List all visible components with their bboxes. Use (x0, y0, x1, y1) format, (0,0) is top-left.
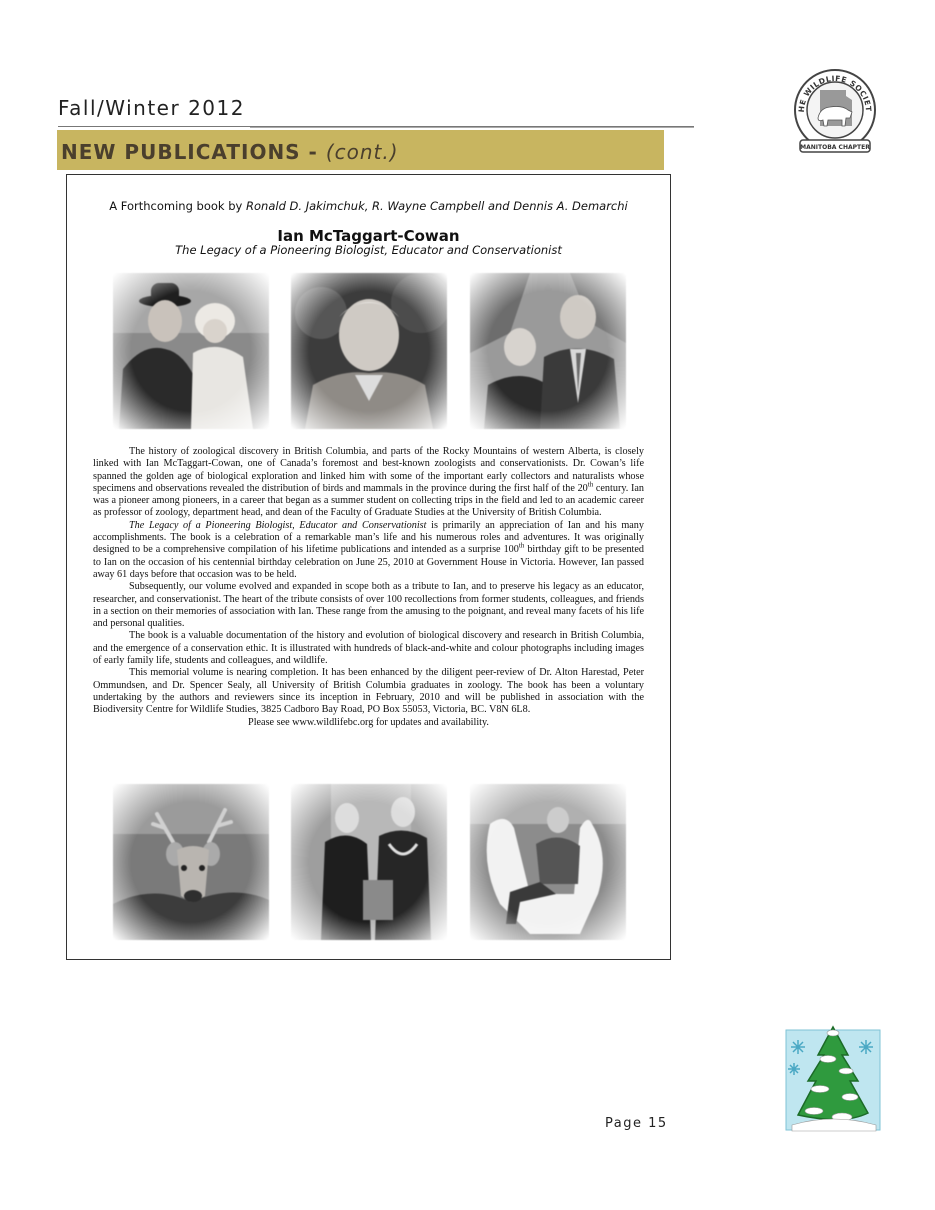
paragraph-availability: Please see www.wildlifebc.org for updates and availability. (248, 716, 489, 728)
wildlife-society-logo (790, 60, 880, 160)
paragraph-history: The history of zoological discovery in British Columbia, and parts of the Rocky Mountains of western Alberta, is closely linked with Ian McTaggart-Cowan, one of Canada’s foremost and best-known zoologists and conservationists. Dr. Cowan’s life spanned the golden age of biological exploration and linked him with some of the important early collectors and naturalists whose specimens and observations revealed the distribution of birds and mammals in the province during the first half of the 20th century. Ian was a pioneer among pioneers, in a career that began as a summer student on collecting trips in the field and led to an academic career as professor of zoology, department head, and dean of the Faculty of Graduate Studies at the University of British Columbia. (93, 446, 644, 519)
logo-chapter: MANITOBA CHAPTER (800, 144, 870, 151)
book-title: Ian McTaggart-Cowan (277, 227, 460, 245)
photo-boy-portrait (291, 273, 447, 429)
book-authors: Ronald D. Jakimchuk, R. Wayne Campbell and Dennis A. Demarchi (246, 199, 628, 213)
paragraph-legacy: The Legacy of a Pioneering Biologist, Educator and Conservationist is primarily an appreciation of Ian and his many accomplishments. The book is a celebration of a remarkable man’s life and his numerous roles and adventures. It was originally designed to be a comprehensive compilation of his lifetime publications and intended as a surprise 100th birthday gift to be presented to Ian on the occasion of his centennial birthday celebration on June 25, 2010 at Government House in Victoria. However, Ian passed away 61 days before that occasion was to be held. (93, 519, 645, 580)
issue-season: Fall/Winter 2012 (58, 96, 245, 120)
byline-prefix: A Forthcoming book by (109, 199, 247, 213)
photo-award-ceremony (291, 784, 447, 940)
header-rule-secondary (250, 127, 694, 128)
section-banner (57, 130, 664, 170)
section-title: NEW PUBLICATIONS - (61, 140, 326, 164)
book-announcement-box (66, 174, 671, 960)
christmas-tree-icon (784, 1025, 882, 1135)
photo-elderly-couple (470, 273, 626, 429)
paragraph-tribute: Subsequently, our volume evolved and expanded in scope both as a tribute to Ian, and to preserve his legacy as an educator, researcher, and conservationist. The heart of the tribute consists of over 100 recollections from former students, colleagues, and friends in a section on their memories of association with Ian. These range from the amusing to the poignant, and reveal many facets of his life and personal qualities. (93, 581, 644, 630)
article-body (93, 446, 644, 729)
section-title-cont: (cont.) (325, 140, 399, 164)
paragraph-documentation: The book is a valuable documentation of the history and evolution of biological discovery and research in British Columbia, and the emergence of a conservation ethic. It is illustrated with hundreds of black-and-white and colour photographs including images of early family life, students and colleagues, and wildlife. (93, 630, 644, 667)
photo-deer (113, 784, 269, 940)
page-number: Page 15 (605, 1116, 668, 1131)
book-byline (67, 199, 670, 213)
photo-man-with-baby (113, 273, 269, 429)
logo-ring-text: HE WILDLIFE SOCIET (796, 73, 874, 113)
photo-man-in-chair (470, 784, 626, 940)
book-subtitle: The Legacy of a Pioneering Biologist, Educator and Conservationist (175, 243, 562, 257)
paragraph-completion: This memorial volume is nearing completion. It has been enhanced by the diligent peer-review of Dr. Alton Harestad, Peter Ommundsen, and Dr. Spencer Sealy, all University of British Columbia graduates in zoology. The book has been a voluntary undertaking by the authors and reviewers since its inception in February, 2010 and will be published in association with the Biodiversity Centre for Wildlife Studies, 3825 Cadboro Bay Road, PO Box 55053, Victoria, BC. V8N 6L8. (93, 667, 644, 716)
